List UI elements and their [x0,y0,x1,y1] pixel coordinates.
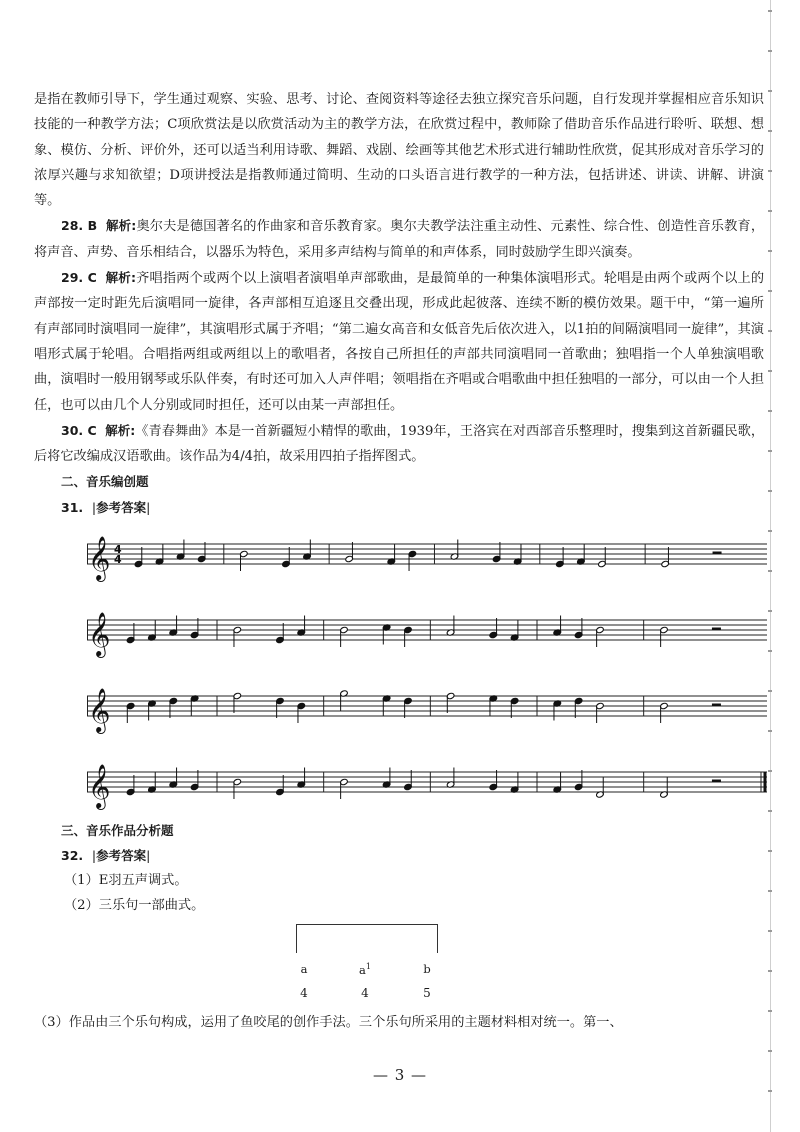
treble-clef: 𝄞 [88,687,111,732]
ref-bracket-open: | [91,848,97,864]
time-signature-top: 4 [114,542,122,556]
page-number: — 3 — [372,1066,428,1084]
ref-answer-label: 参考答案 [96,499,147,515]
staff-svg-2 [87,602,767,662]
q29-label: 解析: [105,270,136,286]
ref-answer-label: 参考答案 [96,848,147,864]
form-label-a1-sup: 1 [365,962,371,972]
music-staff-2 [87,602,764,662]
form-bracket [296,924,438,953]
section-heading-2: 二、音乐编创题 [61,474,149,490]
music-staff-4 [87,754,764,814]
form-diagram [34,924,764,1002]
ref-bracket-close: | [146,499,151,515]
answer-32-1: （1）E羽五声调式。 [64,873,188,889]
staff-svg-4 [87,754,767,814]
form-label-a1-letter: a [359,962,366,977]
answer-29 [34,265,764,418]
ref-bracket-open: | [91,499,97,515]
page-edge-ticks [768,10,772,1110]
q32-number: 32. [61,848,84,864]
section-heading-3: 三、音乐作品分析题 [61,822,174,838]
form-measure-a: 4 [300,986,308,1001]
q28-text: 奥尔夫是德国著名的作曲家和音乐教育家。奥尔夫教学法注重主动性、元素性、综合性、创造性音乐教育，将声音、声势、音乐相结合，以器乐为特色，采用多声结构与简单的和声体系，同时鼓励学生即兴演奏。 [34,219,765,260]
q30-text: 《青春舞曲》本是一首新疆短小精悍的歌曲，1939年，王洛宾在对西部音乐整理时，搜集到这首新疆民歌，后将它改编成汉语歌曲。该作品为4/4拍，故采用四拍子指挥图式。 [34,423,765,465]
half-rest [712,703,721,706]
time-signature-bottom: 4 [114,552,122,566]
q28-number: 28. B [61,218,98,234]
treble-clef: 𝄞 [88,611,111,656]
form-measure-b: 5 [423,986,431,1001]
form-measure-a1: 4 [361,986,369,1001]
form-label-b: b [423,962,431,977]
answer-32-2: （2）三乐句一部曲式。 [64,898,205,914]
music-staff-1 [87,526,764,586]
q31-reference [34,495,764,520]
answer-30 [34,418,764,470]
answer-32-3: （3）作品由三个乐句构成，运用了鱼咬尾的创作手法。三个乐句所采用的主题材料相对统一。第一、 [34,1015,623,1031]
answer-28 [34,213,764,265]
music-staff-3 [87,678,764,738]
treble-clef: 𝄞 [88,535,111,580]
q30-label: 解析: [105,422,136,438]
q29-text: 齐唱指两个或两个以上演唱者演唱单声部歌曲，是最简单的一种集体演唱形式。轮唱是由两个或两个以上的声部按一定时距先后演唱同一旋律，各声部相互追逐且交叠出现，形成此起彼落、连续不断的模仿效果。题干中，“第一遍所有声部同时演唱同一旋律”，其演唱形式属于齐唱；“第二遍女高音和女低音先后依次进入，以1拍的间隔演唱同一旋律”，其演唱形式属于轮唱。合唱指两组或两组以上的歌唱者，各按自己所担任的声部共同演唱同一首歌曲；独唱指一个人单独演唱歌曲，演唱时一般用钢琴或乐队伴奏，有时还可加入人声伴唱；领唱指在齐唱或合唱歌曲中担任独唱的一部分，可以由一个人担任，也可以由几个人分别或同时担任，还可以由某一声部担任。 [34,271,765,413]
page-content [34,87,764,1035]
q32-reference [34,843,764,868]
form-label-a1 [350,962,380,977]
ref-bracket-close: | [146,848,151,864]
staff-svg-3 [87,678,767,738]
treble-clef: 𝄞 [88,763,111,808]
q30-number: 30. C [61,422,97,438]
q28-label: 解析: [105,218,137,234]
half-rest [712,779,721,782]
half-rest [713,551,722,554]
q29-number: 29. C [61,270,97,286]
form-label-a: a [300,962,308,977]
q31-number: 31. [61,499,84,515]
staff-svg-1 [87,526,767,586]
paragraph-continued: 是指在教师引导下，学生通过观察、实验、思考、讨论、查阅资料等途径去独立探究音乐问题，自行发现并掌握相应音乐知识技能的一种教学方法；C项欣赏法是以欣赏活动为主的教学方法，在欣赏过程中，教师除了借助音乐作品进行聆听、联想、想象、模仿、分析、评价外，还可以适当利用诗歌、舞蹈、戏剧、绘画等其他艺术形式进行辅助性欣赏，促其形成对音乐学习的浓厚兴趣与求知欲望；D项讲授法是指教师通过简明、生动的口头语言进行教学的一种方法，包括讲述、讲读、讲解、讲演等。 [34,92,764,209]
half-rest [712,627,721,630]
